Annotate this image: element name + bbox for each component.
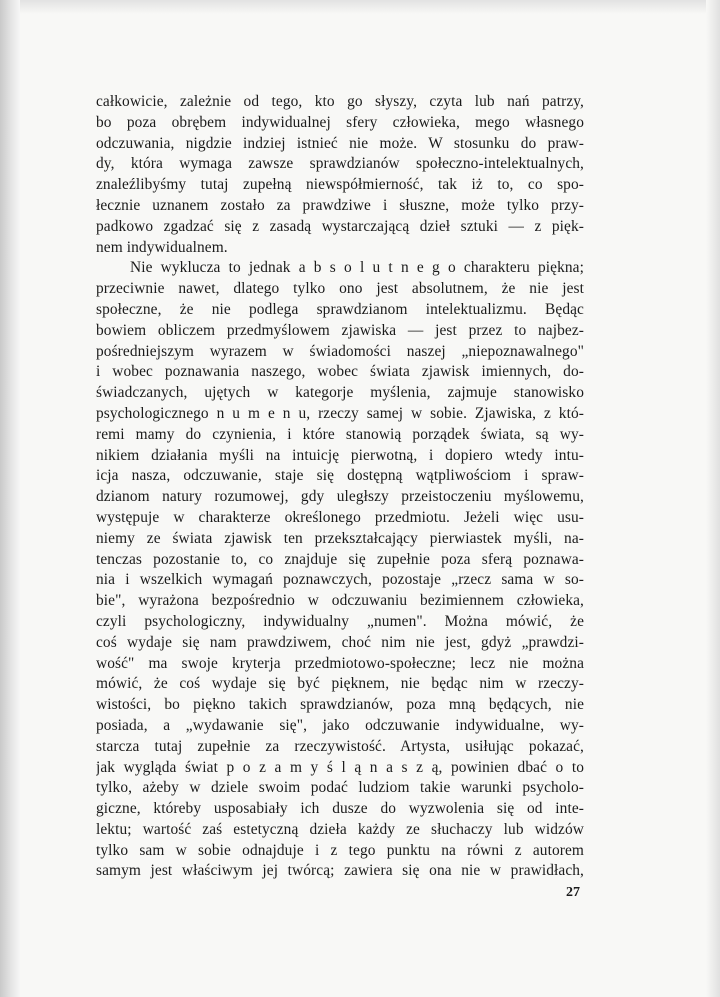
text-line: pośredniejszym wyrazem w świadomości naszej „niepoznawalnego" [96,342,584,360]
text-line: nem indywidualnem. [96,238,228,256]
text-line: starcza tutaj zupełnie za rzeczywistość. Artysta, usiłując pokazać, [96,737,584,755]
text-line: posiada, a „wydawanie się", jako odczuwanie indywidualne, wy- [96,716,584,734]
text-line: znaleźlibyśmy tutaj zupełną niewspółmierność, tak iż to, co spo- [96,176,584,194]
text-line: dy, która wymaga zawsze sprawdzianów społeczno-intelektualnych, [96,155,584,173]
page-edge-left [0,0,20,997]
text-line: wość" ma swoje kryterja przedmiotowo-społeczne; lecz nie można [96,654,584,672]
page-edge-top [20,0,720,14]
text-line: odczuwania, nigdzie indziej istnieć nie może. W stosunku do praw- [96,134,584,152]
text-line: bowiem obliczem przedmyślowem zjawiska — jest przez to najbez- [96,321,584,339]
text-line: niemy ze świata zjawisk ten przekształcający pierwiastek myśli, na- [96,529,584,547]
text-line: świadczanych, ujętych w kategorje myślenia, zajmuje stanowisko [96,384,584,402]
text-line: lektu; wartość zaś estetyczną dzieła każdy ze słuchaczy lub widzów [96,820,584,838]
text-line: i wobec poznawania naszego, wobec świata zjawisk imiennych, do- [96,363,584,381]
text-line: nikiem działania myśli na intuicję pierwotną, i dopiero wtedy intu- [96,446,584,464]
text-line: icja nasza, odczuwanie, staje się dostępną wątpliwościom i spraw- [96,467,584,485]
text-line: tylko, ażeby w dziele swoim podać ludziom takie warunki psycholo- [96,779,584,797]
text-line: łecznie uznanem zostało za prawdziwe i słuszne, może tylko przy- [96,196,584,214]
text-line: bo poza obrębem indywidualnej sfery człowieka, mego własnego [96,113,584,131]
page-edge-right [706,0,720,997]
text-line: samym jest właściwym jej twórcą; zawiera się ona nie w prawidłach, [96,862,584,880]
text-line: Nie wyklucza to jednak a b s o l u t n e g o charakteru piękna; [130,259,584,277]
text-line: padkowo zgadzać się z zasadą wystarczającą dzieł sztuki — z pięk- [96,217,584,235]
text-line: tenczas pozostanie to, co znajduje się zupełnie poza sferą poznawa- [96,550,584,568]
text-line: wistości, bo piękno takich sprawdzianów, poza mną będących, nie [96,696,584,714]
text-line: nia i wszelkich wymagań poznawczych, pozostaje „rzecz sama w so- [96,571,584,589]
text-line: jak wygląda świat p o z a m y ś l ą n a s z ą, powinien dbać o to [96,758,584,776]
text-line: coś wydaje się nam prawdziwem, choć nim nie jest, gdyż „prawdzi- [96,633,584,651]
text-line: psychologicznego n u m e n u, rzeczy samej w sobie. Zjawiska, z któ- [96,404,584,422]
text-line: remi mamy do czynienia, i które stanowią porządek świata, są wy- [96,425,584,443]
text-line: bie", wyrażona bezpośrednio w odczuwaniu bezimiennem człowieka, [96,592,584,610]
page-number: 27 [566,885,580,900]
text-line: tylko sam w sobie odnajduje i z tego punktu na równi z autorem [96,841,584,859]
text-line: czyli psychologiczny, indywidualny „numen". Można mówić, że [96,612,584,630]
body-text [96,92,584,882]
text-line: giczne, któreby usposabiały ich dusze do wyzwolenia się od inte- [96,800,584,818]
text-line: przeciwnie nawet, dlatego tylko ono jest absolutnem, że nie jest [96,280,584,298]
text-line: występuje w charakterze określonego przedmiotu. Jeżeli więc usu- [96,508,584,526]
text-line: całkowicie, zależnie od tego, kto go słyszy, czyta lub nań patrzy, [96,93,584,110]
text-line: dzianom natury rozumowej, gdy uległszy przeistoczeniu myślowemu, [96,488,584,506]
text-line: społeczne, że nie podlega sprawdzianom intelektualizmu. Będąc [96,300,584,318]
text-line: mówić, że coś wydaje się być pięknem, nie będąc nim w rzeczy- [96,675,584,693]
